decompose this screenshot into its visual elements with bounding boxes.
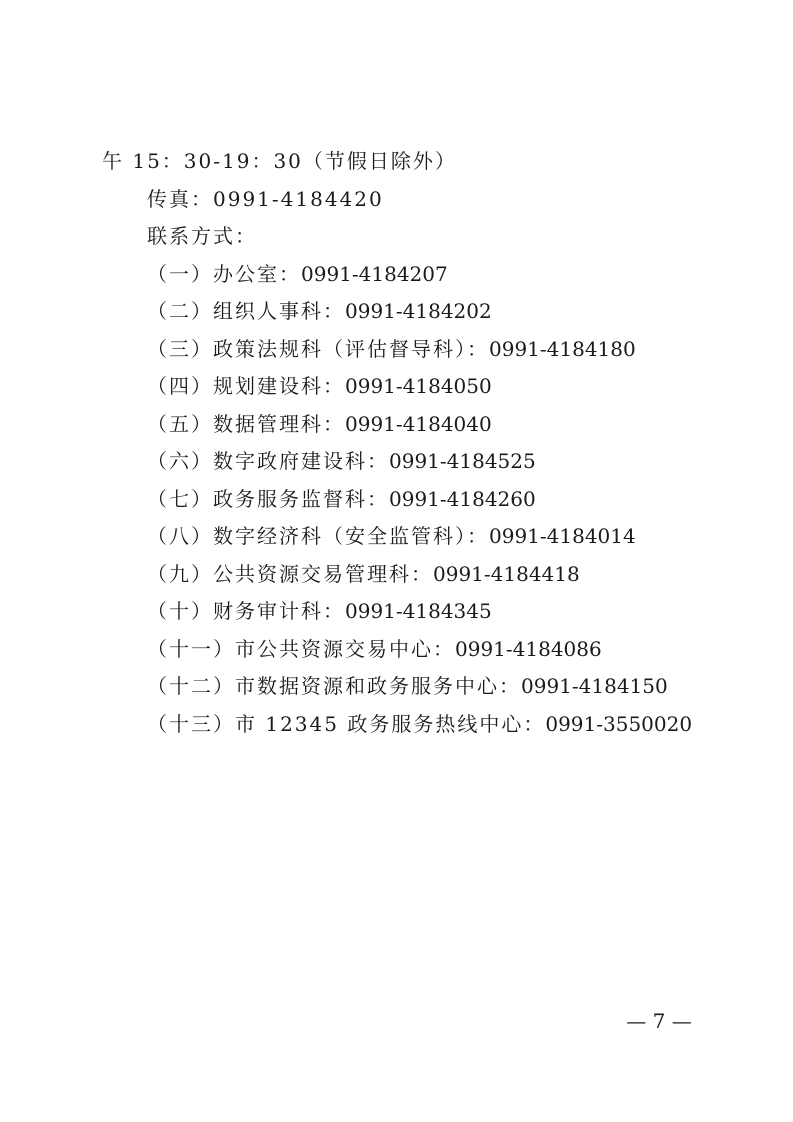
contact-row [102,406,722,444]
contact-label: （三）政策法规科（评估督导科）： [147,336,489,361]
contact-row [102,518,722,556]
contact-phone: 0991-4184086 [455,636,602,661]
contact-phone: 0991-4184260 [389,486,536,511]
contact-phone: 0991-4184180 [489,336,636,361]
fax-label: 传真： [147,186,213,211]
contact-row [102,481,722,519]
contact-phone: 0991-4184040 [345,411,492,436]
contact-phone: 0991-4184418 [433,561,580,586]
contact-label: （十一）市公共资源交易中心： [147,636,455,661]
contact-row [102,443,722,481]
contact-row [102,631,722,669]
contact-row [102,668,722,706]
contact-label: （十二）市数据资源和政务服务中心： [147,674,521,698]
contact-row [102,331,722,369]
contact-phone: 0991-4184345 [345,599,492,623]
contact-phone: 0991-4184525 [389,449,536,473]
contact-label: （五）数据管理科： [147,411,345,436]
page-number: — 7 — [626,1009,692,1033]
contact-label: （一）办公室： [147,261,301,286]
contact-row [102,593,722,631]
contact-label: （八）数字经济科（安全监管科）： [147,524,489,548]
contact-row [102,256,722,294]
contact-list [102,256,722,744]
contact-row [102,556,722,594]
contact-label: （七）政务服务监督科： [147,486,389,511]
contact-phone: 0991-4184202 [345,299,492,323]
contact-row [102,368,722,406]
contact-row [102,293,722,331]
contact-phone: 0991-3550020 [545,711,693,736]
contacts-heading: 联系方式： [147,224,257,248]
contact-label: （十三）市 12345 政务服务热线中心： [147,711,546,736]
contact-label: （六）数字政府建设科： [147,449,389,473]
document-body [102,143,722,743]
contact-phone: 0991-4184207 [301,261,448,286]
contact-label: （十）财务审计科： [147,599,345,623]
contact-label: （九）公共资源交易管理科： [147,561,433,586]
office-hours-line: 午 15：30-19：30（节假日除外） [102,149,457,173]
contact-phone: 0991-4184050 [345,374,492,398]
contact-phone: 0991-4184150 [521,674,668,698]
fax-number: 0991-4184420 [213,186,384,211]
contact-row [102,706,722,744]
contact-phone: 0991-4184014 [489,524,636,548]
fax-line [102,181,722,219]
contact-label: （二）组织人事科： [147,299,345,323]
contact-label: （四）规划建设科： [147,374,345,398]
